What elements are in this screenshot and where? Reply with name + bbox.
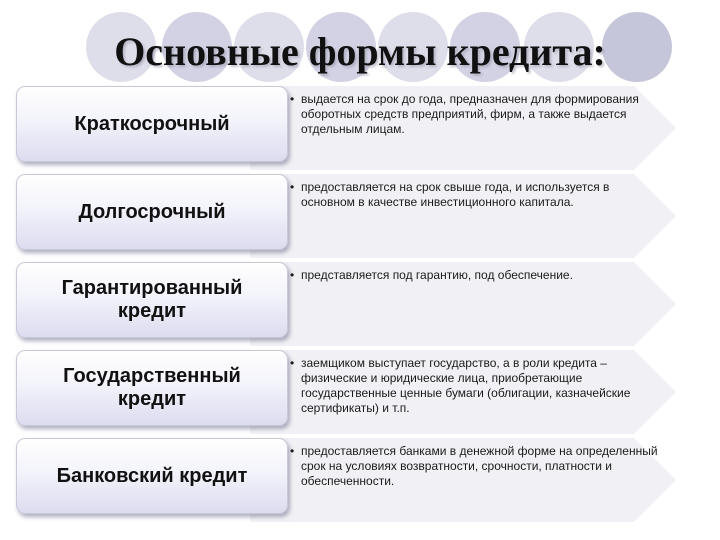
credit-form-box (16, 262, 288, 338)
bullet-icon: • (290, 92, 295, 106)
credit-form-label: Гарантированный кредит (61, 277, 243, 322)
credit-form-description (290, 92, 665, 137)
credit-form-description (290, 268, 665, 283)
credit-form-label: Банковский кредит (56, 464, 248, 487)
bullet-icon: • (290, 268, 295, 282)
description-text: предоставляется на срок свыше года, и используется в основном в качестве инвестиционного капитала. (301, 180, 610, 209)
diagram-row-long-term (0, 174, 720, 258)
diagram-row-bank (0, 438, 720, 522)
bullet-icon: • (290, 356, 295, 370)
credit-form-box (16, 438, 288, 514)
credit-form-box (16, 174, 288, 250)
credit-form-label: Государственный кредит (63, 365, 241, 410)
bullet-icon: • (290, 180, 295, 194)
diagram-row-guaranteed (0, 262, 720, 346)
description-text: представляется под гарантию, под обеспечение. (301, 268, 573, 282)
description-text: заемщиком выступает государство, а в роли кредита – физические и юридические лица, приобретающие государственные ценные бумаги (облигации, казначейские сертификаты) и т.п. (301, 356, 631, 415)
credit-form-label: Краткосрочный (74, 112, 230, 135)
slide-title: Основные формы кредита: (114, 29, 606, 74)
diagram-row-state (0, 350, 720, 434)
credit-form-description (290, 180, 665, 210)
bullet-icon: • (290, 444, 295, 458)
credit-form-box (16, 86, 288, 162)
description-text: предоставляется банками в денежной форме на определенный срок на условиях возвратности, срочности, платности и обеспеченности. (301, 444, 658, 488)
credit-form-description (290, 444, 665, 489)
credit-form-box (16, 350, 288, 426)
description-text: выдается на срок до года, предназначен для формирования оборотных средств предприятий, фирм, а также выдается отдельным лицам. (301, 92, 639, 136)
credit-form-description (290, 356, 665, 416)
credit-form-label: Долгосрочный (78, 200, 226, 223)
diagram-row-short-term (0, 86, 720, 170)
